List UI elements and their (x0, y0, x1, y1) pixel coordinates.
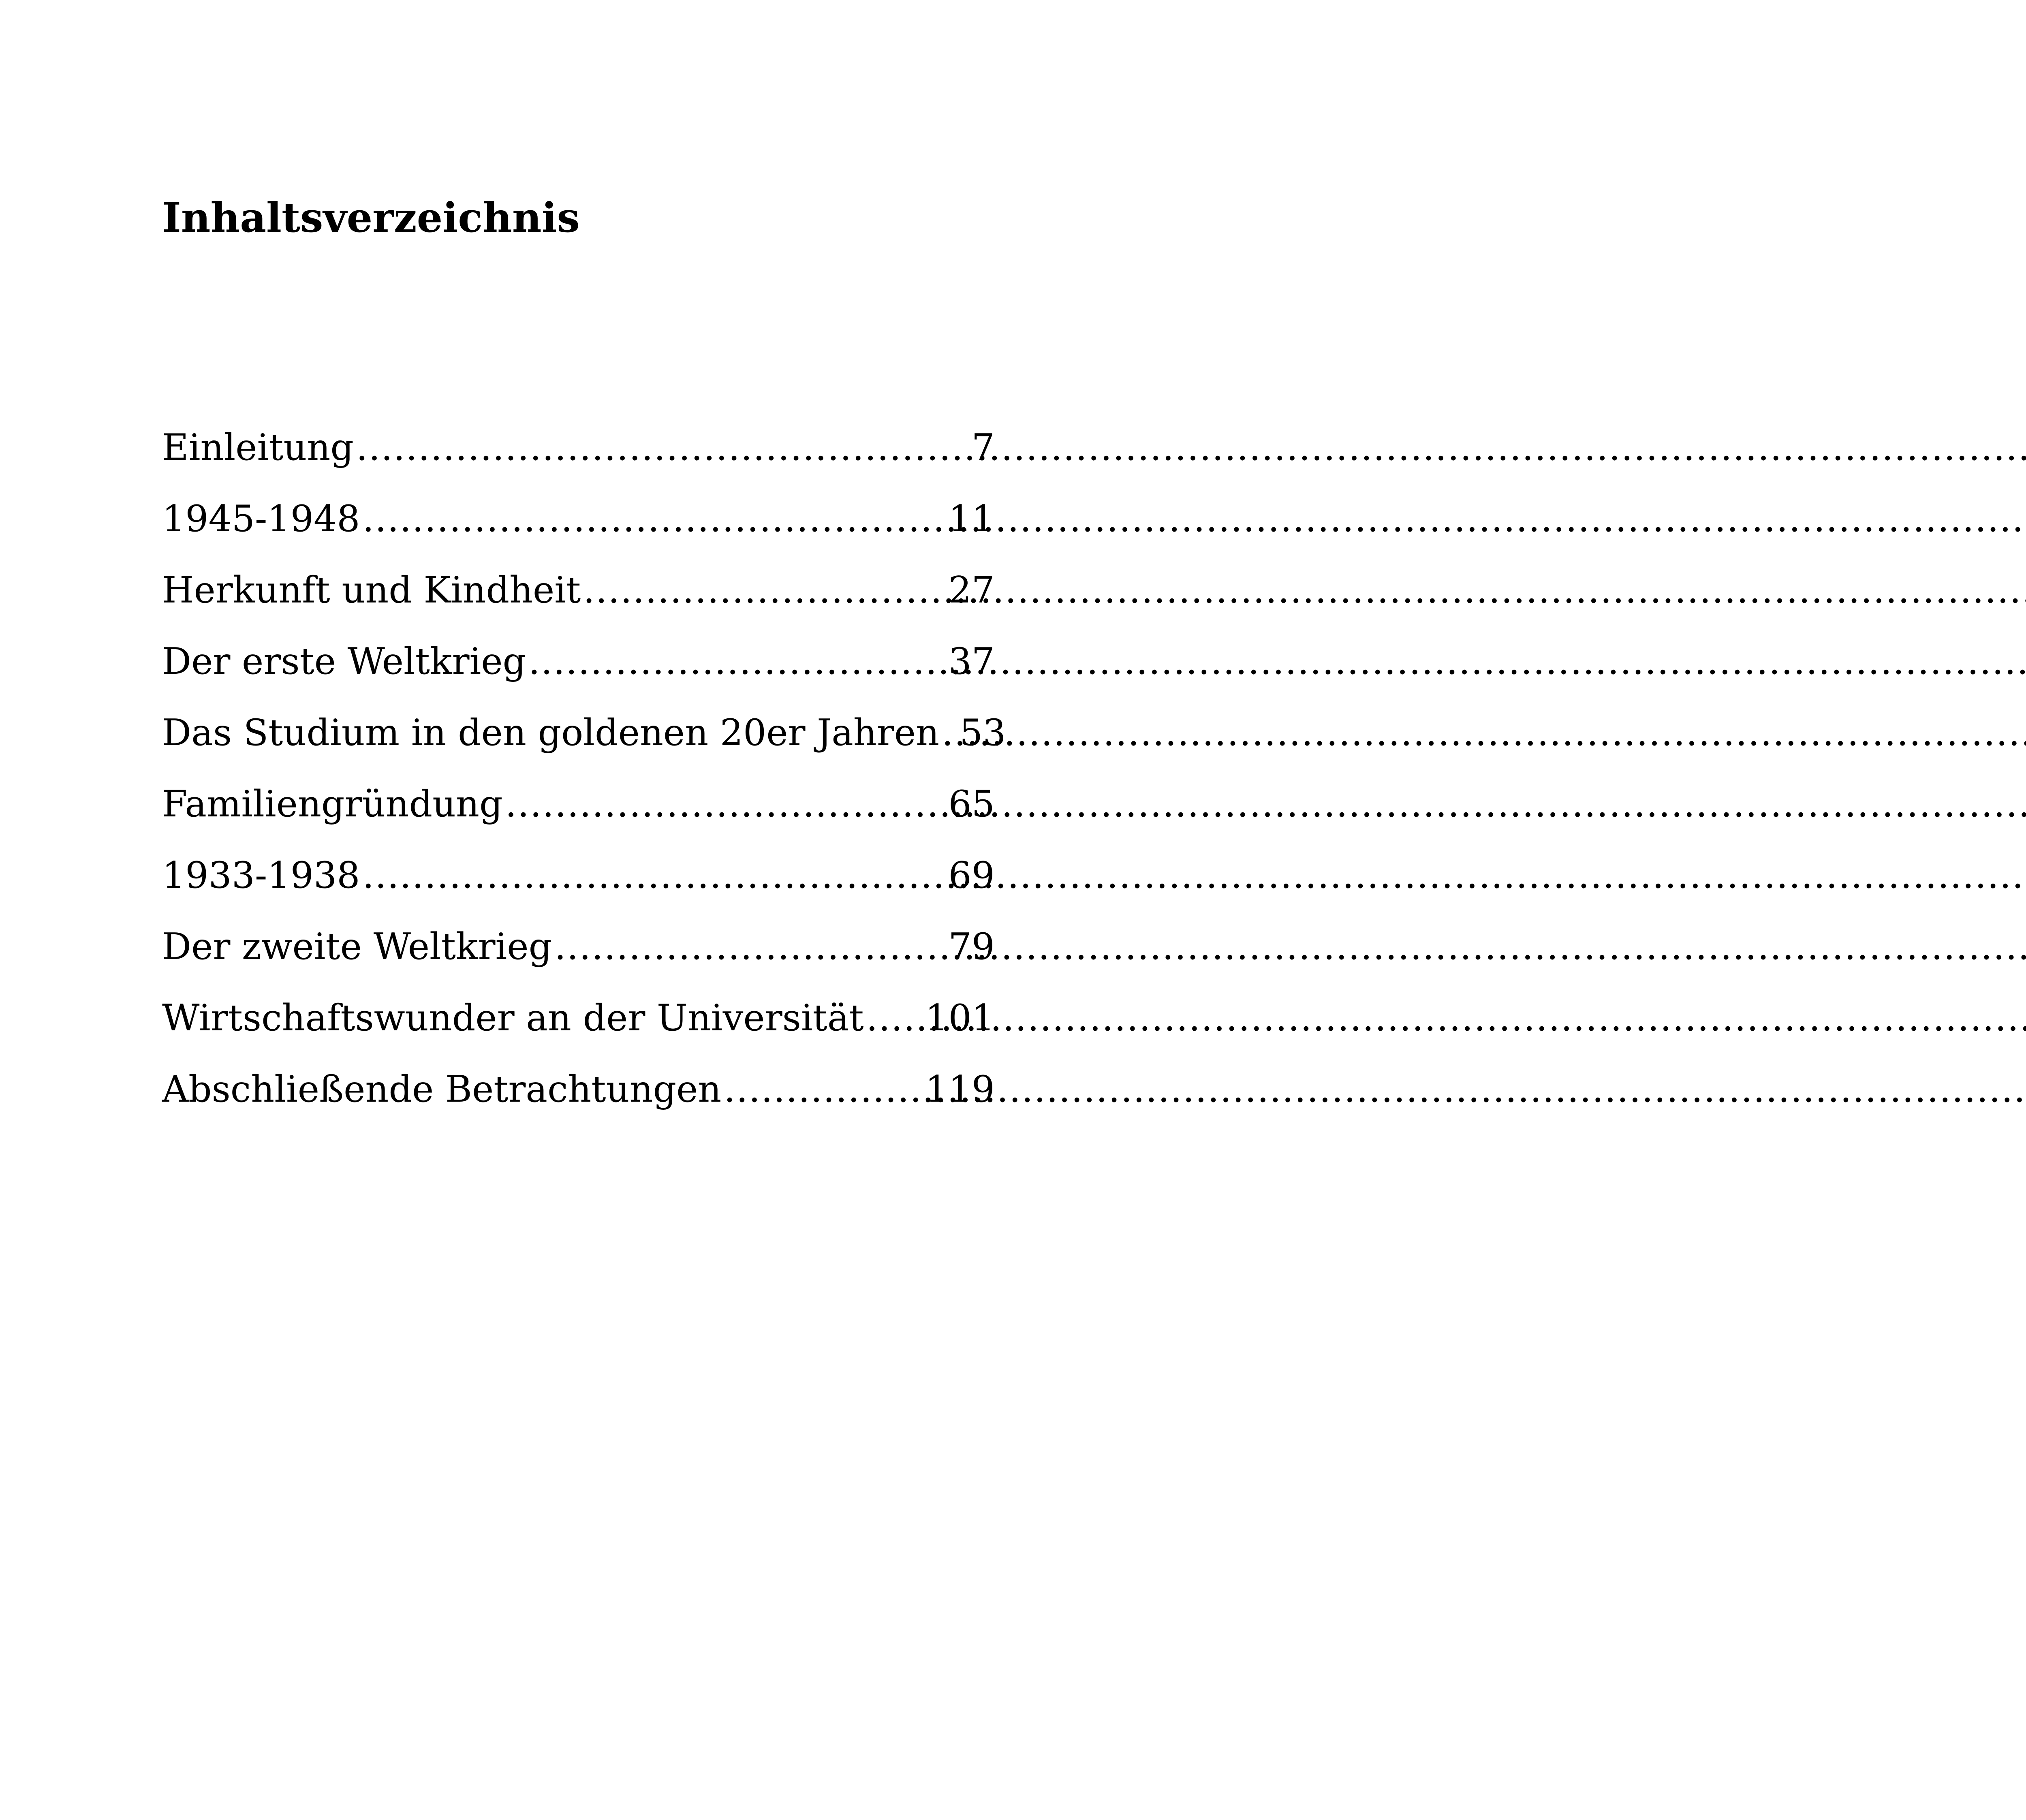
toc-entry-familiengruendung (162, 783, 995, 857)
toc-entry-page: 101 (925, 997, 995, 1039)
toc-entry-page: 119 (925, 1068, 995, 1111)
toc-entry-studium (162, 711, 1006, 786)
dot-leader (356, 429, 970, 466)
toc-entry-page: 11 (948, 498, 995, 540)
dot-leader (363, 857, 947, 894)
dot-leader (583, 572, 947, 609)
toc-entry-abschliessende-betrachtungen (162, 1068, 995, 1143)
toc-entry-label: Der erste Weltkrieg (162, 640, 526, 683)
toc-entry-label: Das Studium in den goldenen 20er Jahren (162, 711, 940, 754)
toc-entry-label: Einleitung (162, 426, 354, 469)
toc-entry-label: 1933-1938 (162, 854, 360, 897)
toc-entry-page: 53 (960, 711, 1006, 754)
dot-leader (554, 929, 947, 965)
toc-entry-herkunft (162, 569, 995, 643)
toc-entry-label: 1945-1948 (162, 498, 360, 540)
toc-entry-label: Der zweite Weltkrieg (162, 925, 552, 968)
toc-entry-page: 79 (948, 925, 995, 968)
toc-entry-1945-1948 (162, 498, 995, 572)
dot-leader (866, 1000, 924, 1036)
dot-leader (942, 715, 958, 751)
toc-entry-label: Herkunft und Kindheit (162, 569, 581, 611)
toc-entry-page: 69 (948, 854, 995, 897)
toc-entry-page: 37 (948, 640, 995, 683)
dot-leader (528, 643, 947, 680)
toc-entry-label: Familiengründung (162, 783, 503, 825)
toc-entry-page: 27 (948, 569, 995, 611)
toc-entry-einleitung (162, 426, 995, 501)
toc-entry-zweiter-weltkrieg (162, 925, 995, 1000)
toc-entry-page: 65 (948, 783, 995, 825)
dot-leader (363, 501, 947, 537)
toc-entry-label: Wirtschaftswunder an der Universität (162, 997, 864, 1039)
dot-leader (505, 786, 947, 822)
toc-entry-erster-weltkrieg (162, 640, 995, 715)
toc-title: Inhaltsverzeichnis (162, 194, 580, 241)
toc-list (162, 426, 1006, 1143)
toc-entry-wirtschaftswunder (162, 997, 995, 1071)
toc-entry-page: 7 (971, 426, 995, 469)
toc-entry-1933-1938 (162, 854, 995, 929)
toc-entry-label: Abschließende Betrachtungen (162, 1068, 722, 1111)
dot-leader (724, 1071, 923, 1108)
